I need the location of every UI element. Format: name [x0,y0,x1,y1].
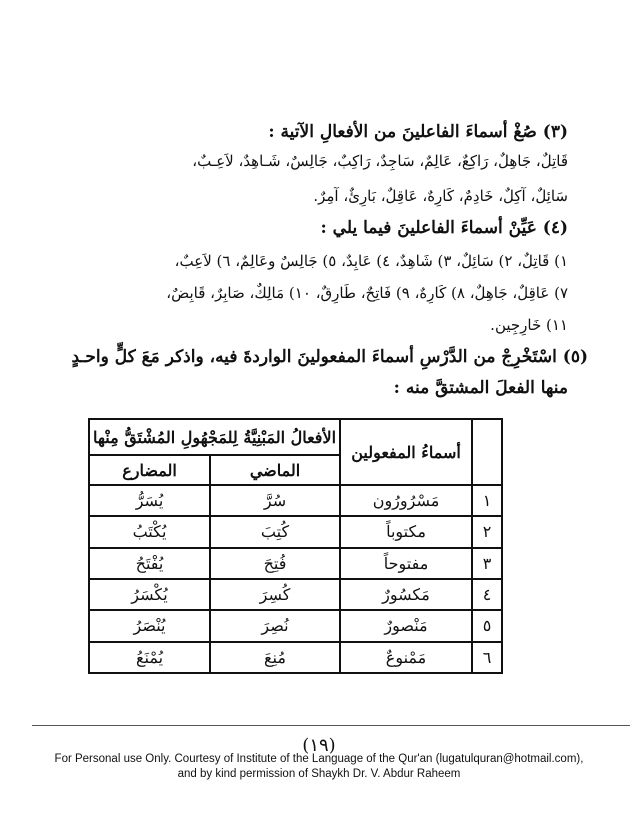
exercise5-title-line2: منها الفعلَ المشتقَّ منه : [393,378,568,398]
exercise4-line1: ١) قَاتِلٌ، ٢) سَائِلٌ، ٣) شَاهِدٌ، ٤) عَابِدٌ، ٥) جَالِسٌ وعَالِمٌ، ٦) لاَعِبٌ، [174,252,568,270]
exercise3-line1: قَاتِلٌ، جَاهِلٌ، رَاكِعٌ، عَالِمٌ، سَاجِدٌ، رَاكِبٌ، جَالِسٌ، شَـاهِدٌ، لاَعِـبٌ، [192,152,568,170]
row-number: ٦ [472,642,502,673]
table-corner [472,419,502,485]
row-number: ٤ [472,579,502,610]
table-row [89,579,502,610]
table-row [89,516,502,547]
exercise4-line2: ٧) عَاقِلٌ، جَاهِلٌ، ٨) كَارِهٌ، ٩) فَاتِحٌ، طَارِقٌ، ١٠) مَالِكٌ، صَابِرٌ، قَابِضٌ، [166,284,568,302]
col-header-group: الأفعالُ المَبْنِيَّةُ لِلمَجْهُولِ المُشْتَقُّ مِنْها [89,419,340,455]
exercise4-line3: ١١) خَارِجِين. [490,316,568,334]
present-verb: يُسَرُّ [89,485,210,516]
table-row [89,548,502,579]
col-header-present: المضارع [89,455,210,485]
row-number: ٢ [472,516,502,547]
footer-line1: For Personal use Only. Courtesy of Institute of the Language of the Qur'an (lugatulquran@hotmail.com), [54,753,584,765]
footer-divider [32,725,630,726]
footer-line2: and by kind permission of Shaykh Dr. V. Abdur Raheem [177,768,461,780]
past-verb: مُنِعَ [210,642,340,673]
passive-participle: مَمْنوعٌ [340,642,472,673]
table-row [89,485,502,516]
footer-notice [0,752,638,782]
table-row [89,642,502,673]
past-verb: كُسِرَ [210,579,340,610]
present-verb: يُفْتَحُ [89,548,210,579]
past-verb: نُصِرَ [210,610,340,641]
past-verb: سُرَّ [210,485,340,516]
present-verb: يُمْنَعُ [89,642,210,673]
present-verb: يُنْصَرُ [89,610,210,641]
exercise3-line2: سَائِلٌ، آكِلٌ، خَادِمٌ، كَارِهٌ، عَاقِلٌ، بَارِئٌ، آمِرٌ. [313,187,568,205]
row-number: ١ [472,485,502,516]
table-row [89,610,502,641]
passive-participle: مكتوباً [340,516,472,547]
passive-participle: مَسْرُورُون [340,485,472,516]
row-number: ٥ [472,610,502,641]
col-header-past: الماضي [210,455,340,485]
passive-participle: مَكسُورٌ [340,579,472,610]
present-verb: يُكْسَرُ [89,579,210,610]
passive-participle: مفتوحاً [340,548,472,579]
exercise4-title: (٤) عَيِّنْ أسماءَ الفاعلينَ فيما يلي : [320,218,568,238]
passive-participle: مَنْصورٌ [340,610,472,641]
col-header-names: أسماءُ المفعولين [340,419,472,485]
exercise5-title-line1: (٥) اسْتَخْرِجْ من الدَّرْسِ أسماءَ المفعولينَ الواردةَ فيه، واذكر مَعَ كلٍّ واحـدٍ [71,347,588,367]
vocab-table [88,418,503,674]
page-number: (١٩) [302,735,336,756]
exercise3-title: (٣) صُغْ أسماءَ الفاعلينَ من الأفعالِ الآتية : [268,122,568,142]
row-number: ٣ [472,548,502,579]
past-verb: فُتِحَ [210,548,340,579]
present-verb: يُكْتَبُ [89,516,210,547]
past-verb: كُتِبَ [210,516,340,547]
